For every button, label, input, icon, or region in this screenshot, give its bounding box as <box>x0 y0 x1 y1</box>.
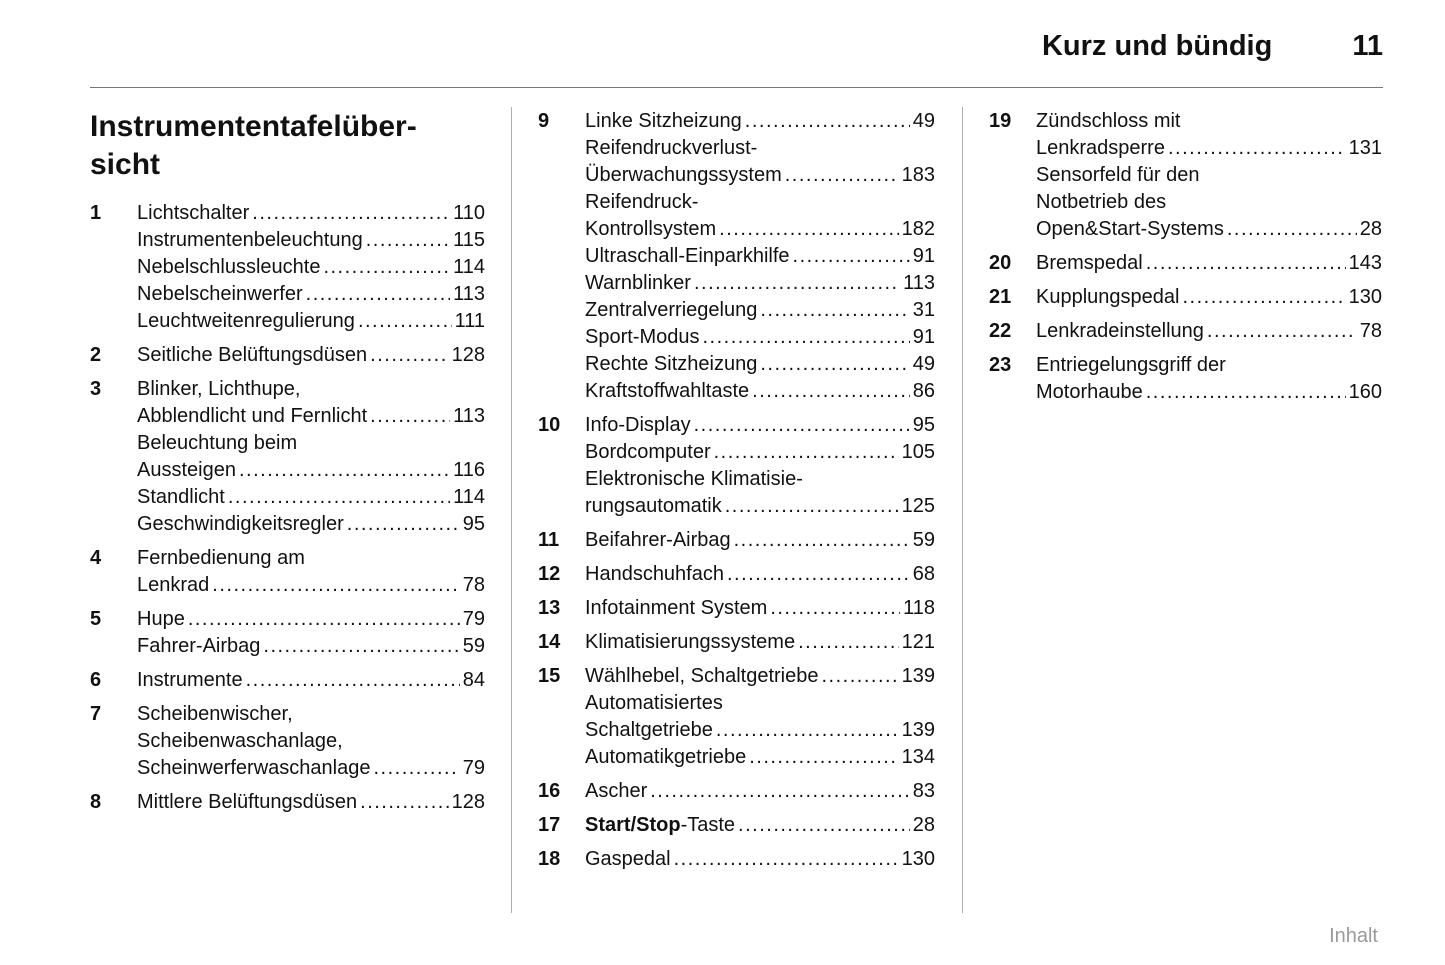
entry-text: Blinker, Lichthupe, <box>137 378 301 400</box>
toc-line <box>137 403 485 430</box>
entry-text: Zündschloss mit <box>1036 110 1181 132</box>
item-number: 10 <box>538 414 561 436</box>
dot-leader <box>727 561 910 588</box>
dot-leader <box>694 270 900 297</box>
item-number: 21 <box>989 286 1012 308</box>
entry-text: Warnblinker <box>585 272 691 294</box>
entry-page-number: 91 <box>912 326 935 348</box>
entry-page-number: 79 <box>462 757 485 779</box>
entry-text: Überwachungssystem <box>585 164 782 186</box>
toc-line <box>585 378 935 405</box>
toc-line <box>585 412 935 439</box>
toc-item <box>989 318 1382 345</box>
toc-line <box>137 254 485 281</box>
entry-text: Infotainment System <box>585 597 768 619</box>
toc-item <box>538 595 935 622</box>
dot-leader <box>370 403 450 430</box>
item-number: 16 <box>538 780 561 802</box>
dot-leader <box>1146 379 1346 406</box>
entry-page-number: 95 <box>462 513 485 535</box>
entry-text: Start/Stop-Taste <box>585 814 736 836</box>
toc-item <box>538 629 935 656</box>
item-number: 1 <box>90 202 102 224</box>
entry-page-number: 49 <box>912 110 935 132</box>
item-number: 14 <box>538 631 561 653</box>
item-number: 22 <box>989 320 1012 342</box>
entry-text: Leuchtweitenregulierung <box>137 310 355 332</box>
toc-line <box>137 227 485 254</box>
toc-line <box>585 189 935 216</box>
toc-line <box>585 216 935 243</box>
entry-text: Instrumentenbeleuchtung <box>137 229 363 251</box>
dot-leader <box>798 629 899 656</box>
entry-text: Ascher <box>585 780 648 802</box>
entry-text: Rechte Sitzheizung <box>585 353 758 375</box>
entry-page-number: 31 <box>912 299 935 321</box>
item-number: 11 <box>538 529 560 551</box>
dot-leader <box>228 484 450 511</box>
toc-line <box>1036 250 1382 277</box>
toc-line <box>1036 318 1382 345</box>
entry-text: Automatisiertes <box>585 692 723 714</box>
item-number: 2 <box>90 344 102 366</box>
dot-leader <box>323 254 450 281</box>
toc-line <box>137 342 485 369</box>
entry-text: Entriegelungsgriff der <box>1036 354 1226 376</box>
entry-page-number: 79 <box>462 608 485 630</box>
item-number: 3 <box>90 378 102 400</box>
entry-page-number: 49 <box>912 353 935 375</box>
item-number: 23 <box>989 354 1012 376</box>
item-number: 5 <box>90 608 102 630</box>
entry-page-number: 118 <box>903 597 935 619</box>
dot-leader <box>760 297 909 324</box>
toc-line <box>585 846 935 873</box>
section-title: Instrumententafelüber- sicht <box>90 110 417 181</box>
toc-line <box>585 108 935 135</box>
dot-leader <box>358 308 452 335</box>
entry-text: Lenkradeinstellung <box>1036 320 1204 342</box>
entry-text: Aussteigen <box>137 459 236 481</box>
entry-text: Beleuchtung beim <box>137 432 298 454</box>
entry-page-number: 91 <box>912 245 935 267</box>
entry-text: Nebelscheinwerfer <box>137 283 303 305</box>
toc-line <box>137 281 485 308</box>
toc-line <box>585 324 935 351</box>
entry-page-number: 28 <box>1359 218 1382 240</box>
entry-page-number: 116 <box>453 459 485 481</box>
inhalt-link[interactable]: Inhalt <box>1329 925 1378 947</box>
toc-line <box>585 351 935 378</box>
entry-page-number: 125 <box>901 495 935 517</box>
toc-item <box>538 412 935 520</box>
entry-page-number: 78 <box>462 574 485 596</box>
toc-item <box>538 812 935 839</box>
toc-line <box>137 430 485 457</box>
dot-leader <box>1227 216 1357 243</box>
dot-leader <box>703 324 910 351</box>
toc-item <box>90 545 485 599</box>
entry-text: Lichtschalter <box>137 202 250 224</box>
item-number: 9 <box>538 110 550 132</box>
toc-line <box>137 484 485 511</box>
item-number: 19 <box>989 110 1012 132</box>
item-number: 6 <box>90 669 102 691</box>
entry-text: Notbetrieb des <box>1036 191 1167 213</box>
toc-line <box>585 135 935 162</box>
entry-text: Mittlere Belüftungsdüsen <box>137 791 358 813</box>
entry-page-number: 114 <box>453 256 485 278</box>
entry-text: Zentralverriegelung <box>585 299 758 321</box>
toc-item <box>989 284 1382 311</box>
toc-column <box>538 108 935 880</box>
entry-text: Abblendlicht und Fernlicht <box>137 405 368 427</box>
toc-line <box>1036 189 1382 216</box>
toc-item <box>90 789 485 816</box>
toc-line <box>1036 108 1382 135</box>
dot-leader <box>650 778 910 805</box>
entry-page-number: 131 <box>1348 137 1382 159</box>
entry-page-number: 110 <box>453 202 485 224</box>
entry-text: Bordcomputer <box>585 441 711 463</box>
toc-line <box>137 701 485 728</box>
entry-page-number: 160 <box>1348 381 1382 403</box>
toc-line <box>1036 216 1382 243</box>
entry-text: Beifahrer-Airbag <box>585 529 731 551</box>
entry-text: Ultraschall-Einparkhilfe <box>585 245 790 267</box>
dot-leader <box>246 667 460 694</box>
toc-column <box>989 108 1382 880</box>
entry-text: Reifendruckverlust- <box>585 137 758 159</box>
entry-text: Kraftstoffwahltaste <box>585 380 750 402</box>
entry-text: Bremspedal <box>1036 252 1143 274</box>
toc-column <box>90 108 485 880</box>
page-number: 11 <box>1352 30 1383 62</box>
entry-page-number: 28 <box>912 814 935 836</box>
dot-leader <box>716 717 899 744</box>
dot-leader <box>770 595 900 622</box>
entry-text: Motorhaube <box>1036 381 1143 403</box>
toc-line <box>1036 352 1382 379</box>
entry-page-number: 113 <box>903 272 935 294</box>
toc-line <box>137 376 485 403</box>
entry-text: Wählhebel, Schaltgetriebe <box>585 665 819 687</box>
dot-leader <box>734 527 910 554</box>
dot-leader <box>1168 135 1346 162</box>
entry-text: Info-Display <box>585 414 691 436</box>
toc-line <box>585 690 935 717</box>
entry-text: Elektronische Klimatisie- <box>585 468 803 490</box>
toc-item <box>538 561 935 588</box>
dot-leader <box>1146 250 1346 277</box>
toc-item <box>538 108 935 405</box>
entry-text: Open&Start-Systems <box>1036 218 1224 240</box>
entry-page-number: 139 <box>901 719 935 741</box>
entry-text: Geschwindigkeitsregler <box>137 513 344 535</box>
toc-line <box>137 572 485 599</box>
dot-leader <box>752 378 910 405</box>
entry-page-number: 130 <box>901 848 935 870</box>
chapter-title: Kurz und bündig <box>1041 30 1273 62</box>
entry-text: Reifendruck- <box>585 191 699 213</box>
toc-line <box>137 728 485 755</box>
dot-leader <box>821 663 898 690</box>
toc-item <box>90 701 485 782</box>
toc-line <box>1036 379 1382 406</box>
dot-leader <box>360 789 448 816</box>
entry-page-number: 134 <box>901 746 935 768</box>
entry-text: Sport-Modus <box>585 326 700 348</box>
toc-line <box>137 667 485 694</box>
toc-line <box>585 595 935 622</box>
entry-text: Handschuhfach <box>585 563 724 585</box>
dot-leader <box>263 633 459 660</box>
dot-leader <box>239 457 450 484</box>
dot-leader <box>674 846 899 873</box>
item-number: 20 <box>989 252 1012 274</box>
entry-text: Kupplungspedal <box>1036 286 1180 308</box>
dot-leader <box>760 351 909 378</box>
dot-leader <box>719 216 898 243</box>
toc-item <box>538 778 935 805</box>
entry-page-number: 182 <box>901 218 935 240</box>
entry-text: Schaltgetriebe <box>585 719 713 741</box>
dot-leader <box>252 200 450 227</box>
toc-columns <box>90 108 1382 880</box>
entry-page-number: 143 <box>1348 252 1382 274</box>
toc-item <box>90 376 485 538</box>
toc-item <box>989 250 1382 277</box>
entry-page-number: 59 <box>912 529 935 551</box>
toc-line <box>585 270 935 297</box>
entry-text: Kontrollsystem <box>585 218 717 240</box>
entry-page-number: 95 <box>912 414 935 436</box>
toc-item <box>538 663 935 771</box>
toc-item <box>989 108 1382 243</box>
toc-line <box>585 561 935 588</box>
toc-item <box>90 667 485 694</box>
toc-item <box>989 352 1382 406</box>
dot-leader <box>793 243 910 270</box>
entry-page-number: 183 <box>901 164 935 186</box>
toc-line <box>585 629 935 656</box>
entry-page-number: 121 <box>901 631 935 653</box>
entry-page-number: 86 <box>912 380 935 402</box>
item-number: 4 <box>90 547 102 569</box>
dot-leader <box>1182 284 1345 311</box>
item-number: 18 <box>538 848 561 870</box>
entry-text: Fernbedienung am <box>137 547 305 569</box>
entry-text: Instrumente <box>137 669 243 691</box>
dot-leader <box>188 606 460 633</box>
toc-line <box>585 778 935 805</box>
dot-leader <box>738 812 910 839</box>
toc-line <box>137 200 485 227</box>
entry-page-number: 105 <box>901 441 935 463</box>
dot-leader <box>714 439 899 466</box>
entry-page-number: 78 <box>1359 320 1382 342</box>
entry-text: Lenkradsperre <box>1036 137 1165 159</box>
dot-leader <box>370 342 448 369</box>
entry-text: Seitliche Belüftungsdüsen <box>137 344 368 366</box>
toc-line <box>585 493 935 520</box>
entry-page-number: 115 <box>453 229 485 251</box>
toc-line <box>137 308 485 335</box>
entry-page-number: 68 <box>912 563 935 585</box>
dot-leader <box>306 281 450 308</box>
entry-page-number: 59 <box>462 635 485 657</box>
entry-text: Fahrer-Airbag <box>137 635 261 657</box>
toc-line <box>585 162 935 189</box>
toc-item <box>90 606 485 660</box>
entry-text: Automatikgetriebe <box>585 746 747 768</box>
toc-line <box>137 755 485 782</box>
toc-item <box>90 342 485 369</box>
toc-line <box>137 545 485 572</box>
dot-leader <box>749 744 898 771</box>
entry-text: Nebelschlussleuchte <box>137 256 321 278</box>
header-rule <box>90 87 1383 88</box>
toc-line <box>585 663 935 690</box>
entry-page-number: 113 <box>453 405 485 427</box>
entry-text: Linke Sitzheizung <box>585 110 742 132</box>
entry-text: Scheibenwischer, <box>137 703 293 725</box>
page-header <box>1042 30 1383 63</box>
toc-line <box>137 789 485 816</box>
entry-text: Scheibenwaschanlage, <box>137 730 343 752</box>
dot-leader <box>366 227 450 254</box>
dot-leader <box>212 572 459 599</box>
entry-page-number: 114 <box>453 486 485 508</box>
dot-leader <box>373 755 459 782</box>
entry-text: Hupe <box>137 608 185 630</box>
dot-leader <box>694 412 910 439</box>
toc-line <box>1036 135 1382 162</box>
entry-page-number: 128 <box>451 344 485 366</box>
entry-page-number: 113 <box>453 283 485 305</box>
toc-line <box>137 606 485 633</box>
toc-line <box>585 812 935 839</box>
entry-text: rungsautomatik <box>585 495 722 517</box>
toc-line <box>585 527 935 554</box>
entry-text: Klimatisierungssysteme <box>585 631 796 653</box>
toc-line <box>1036 284 1382 311</box>
entry-page-number: 83 <box>912 780 935 802</box>
entry-page-number: 130 <box>1348 286 1382 308</box>
entry-text: Scheinwerferwaschanlage <box>137 757 371 779</box>
dot-leader <box>347 511 460 538</box>
item-number: 8 <box>90 791 102 813</box>
entry-text: Standlicht <box>137 486 225 508</box>
toc-line <box>1036 162 1382 189</box>
item-number: 15 <box>538 665 561 687</box>
entry-page-number: 111 <box>454 310 485 332</box>
toc-line <box>585 466 935 493</box>
toc-line <box>585 243 935 270</box>
entry-text: Gaspedal <box>585 848 671 870</box>
entry-page-number: 84 <box>462 669 485 691</box>
entry-page-number: 128 <box>451 791 485 813</box>
item-number: 7 <box>90 703 102 725</box>
toc-line <box>137 457 485 484</box>
item-number: 13 <box>538 597 561 619</box>
dot-leader <box>725 493 899 520</box>
entry-text: Lenkrad <box>137 574 210 596</box>
toc-line <box>585 744 935 771</box>
toc-line <box>585 297 935 324</box>
item-number: 12 <box>538 563 561 585</box>
toc-line <box>137 511 485 538</box>
toc-item <box>538 846 935 873</box>
dot-leader <box>785 162 899 189</box>
item-number: 17 <box>538 814 561 836</box>
toc-line <box>585 439 935 466</box>
toc-line <box>137 633 485 660</box>
dot-leader <box>745 108 910 135</box>
toc-item <box>90 200 485 335</box>
dot-leader <box>1207 318 1357 345</box>
entry-page-number: 139 <box>901 665 935 687</box>
entry-text: Sensorfeld für den <box>1036 164 1200 186</box>
toc-line <box>585 717 935 744</box>
toc-item <box>538 527 935 554</box>
